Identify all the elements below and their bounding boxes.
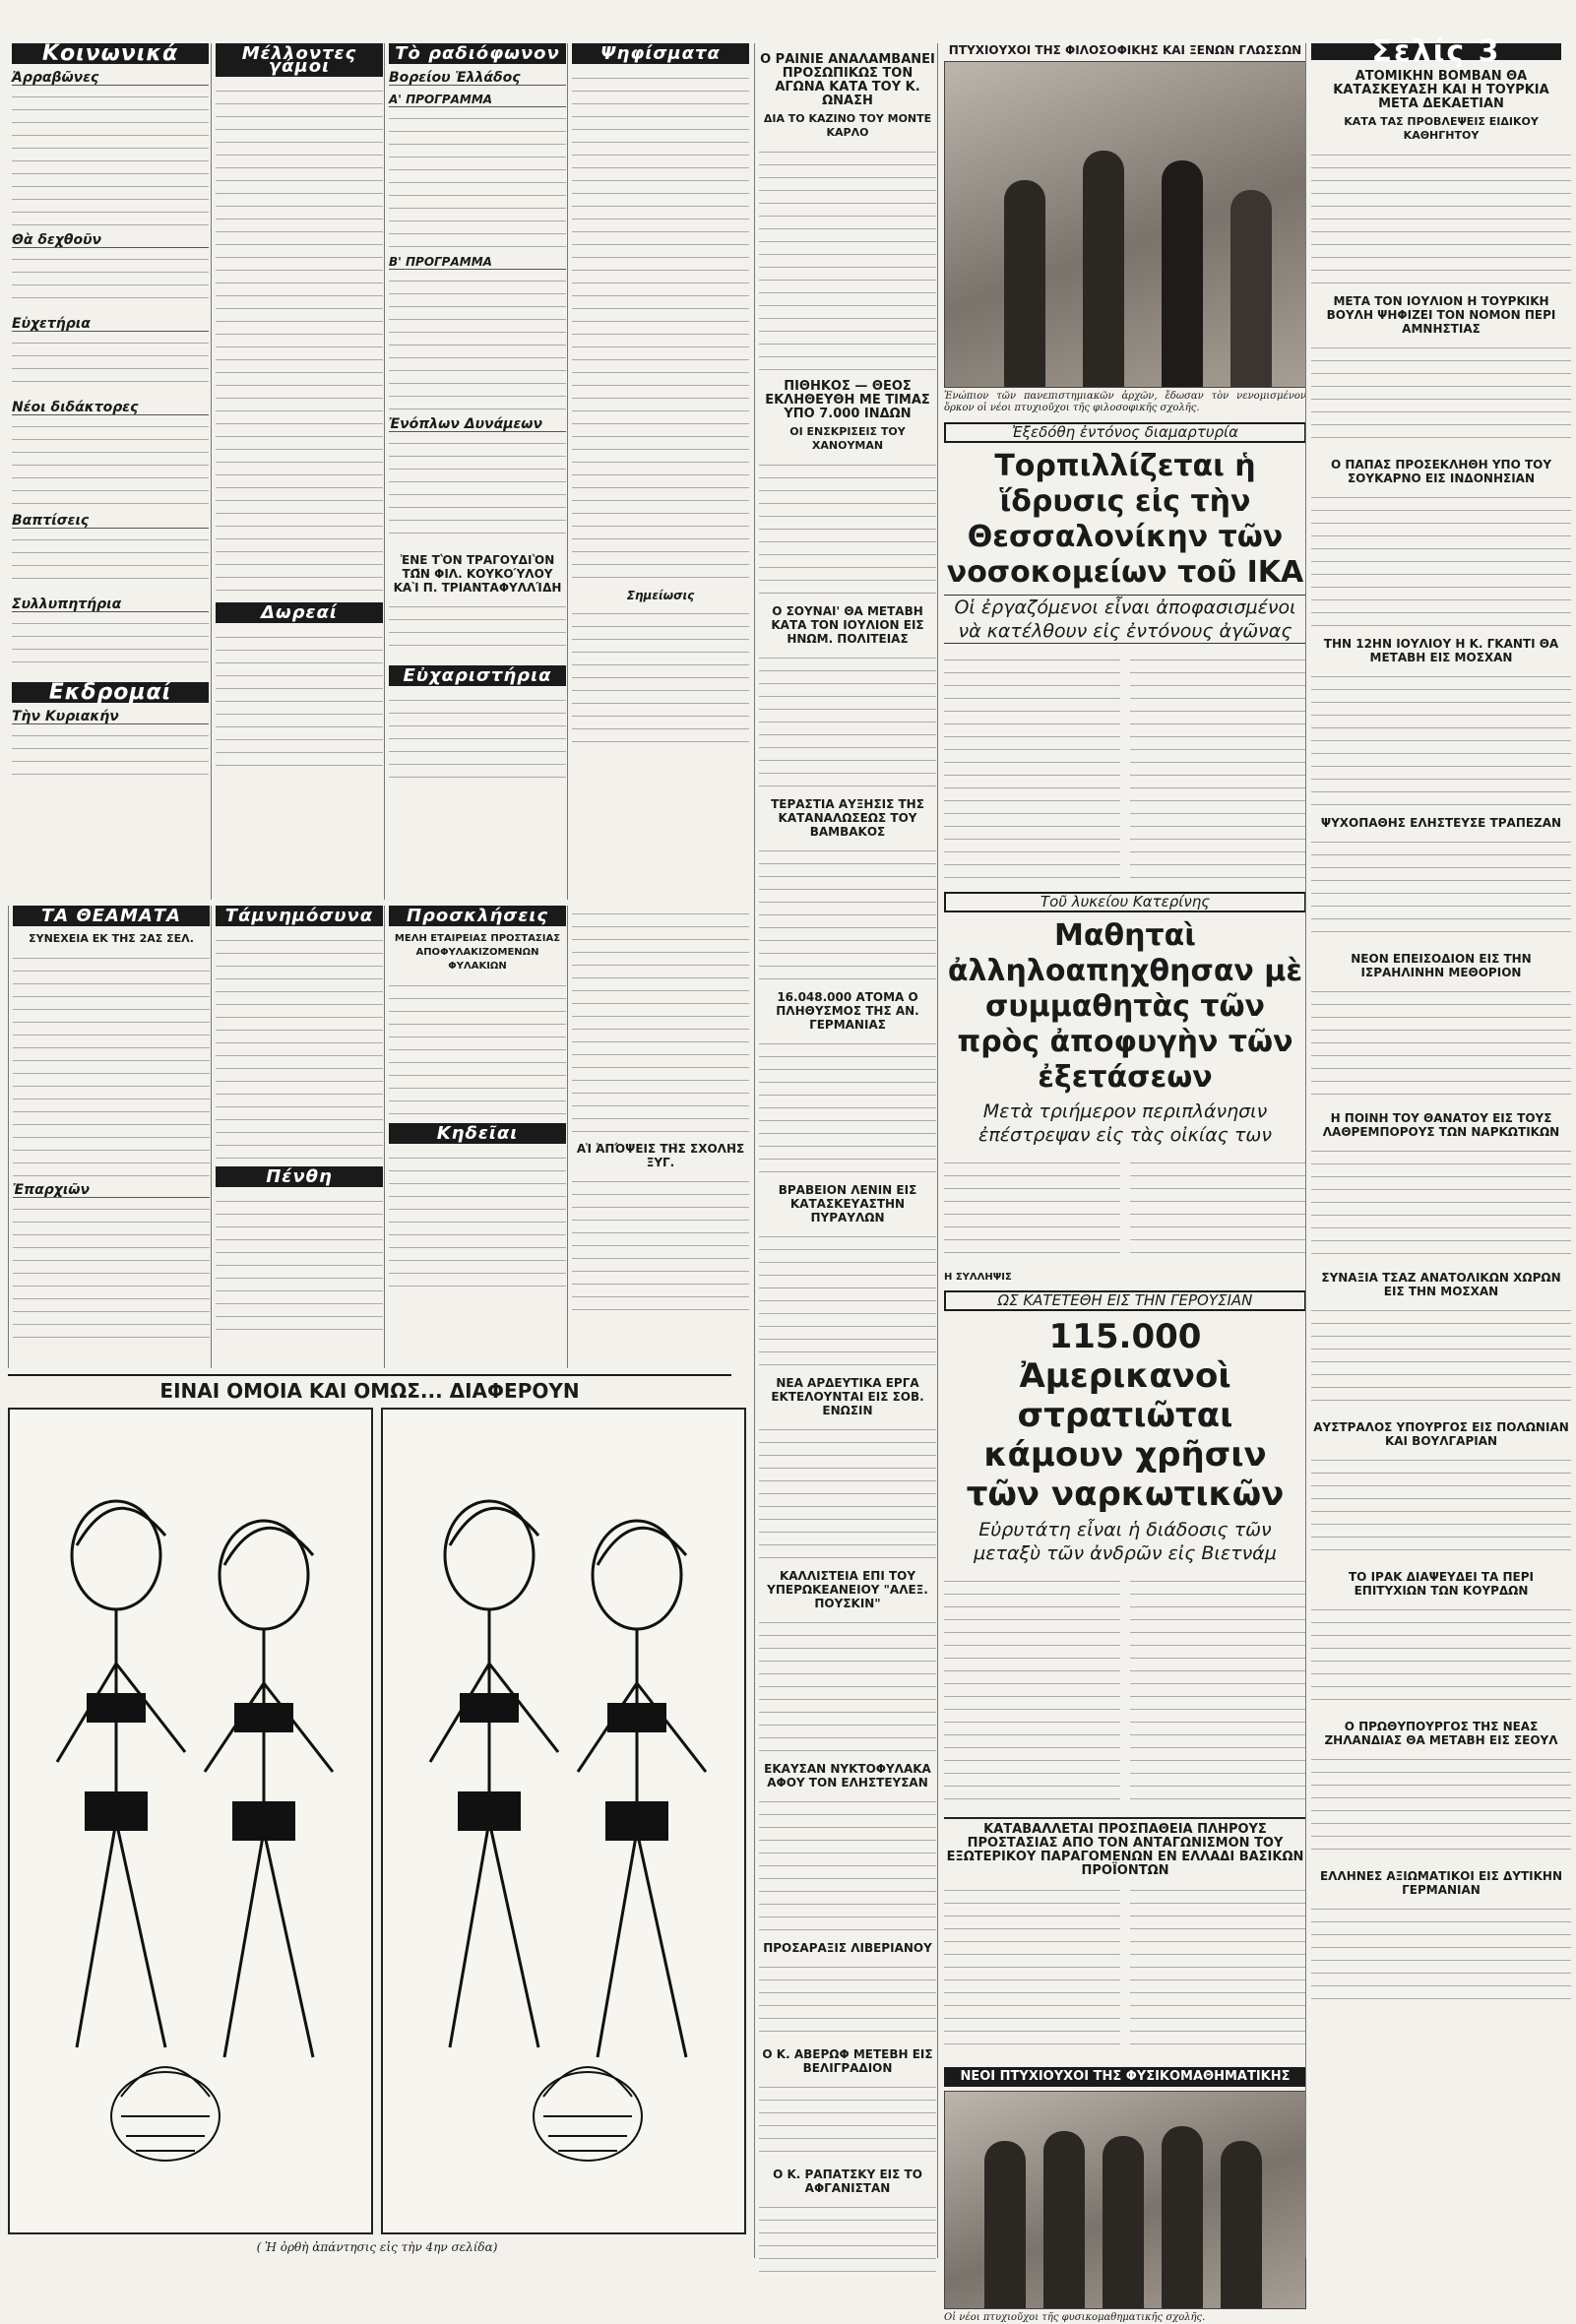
rapatsky-headline: Ο Κ. ΡΑΠΑΤΣΚΥ ΕΙΣ ΤΟ ΑΦΓΑΝΙΣΤΑΝ <box>773 2167 922 2195</box>
songs-text <box>389 598 566 658</box>
liberian-text <box>759 1959 936 2038</box>
senate-kicker: ΩΣ ΚΑΤΕΤΕΘΗ ΕΙΣ ΤΗΝ ΓΕΡΟΥΣΙΑΝ <box>944 1290 1306 1311</box>
cartoon-panel-left <box>8 1408 373 2234</box>
cartoon-caption: ( Ἡ ὀρθὴ ἀπάντησις εἰς τὴν 4ην σελίδα) <box>256 2240 498 2254</box>
wishes-text <box>12 335 209 394</box>
resolutions-banner: Ψηφίσματα <box>572 43 749 64</box>
sunday-text <box>12 727 209 786</box>
radio-program-a: Α' ΠΡΟΓΡΑΜΜΑ <box>389 94 566 107</box>
israel-border-headline: ΝΕΟΝ ΕΠΕΙΣΟΔΙΟΝ ΕΙΣ ΤΗΝ ΙΣΡΑΗΛΙΝΗΝ ΜΕΘΟΡΙΟΝ <box>1351 952 1532 979</box>
averof-text <box>759 2079 936 2158</box>
column-weddings <box>211 43 387 900</box>
memorials-banner: Τάμνημόσυνα <box>216 906 383 926</box>
memorials-text <box>216 932 383 1159</box>
narcotics-body <box>944 1573 1306 1807</box>
ika-headline: Τορπιλλίζεται ἡ ἵδρυσις εἰς τὴν Θεσσαλονίκην τῶν νοσοκομείων τοῦ ΙΚΑ <box>946 449 1304 590</box>
radio-armed-forces-text <box>389 435 566 543</box>
excursions-banner: Εκδρομαί <box>12 682 209 703</box>
condolences-heading: Συλλυπητήρια <box>12 598 209 612</box>
tea-meeting-text <box>1311 1302 1571 1411</box>
irrigation-text <box>759 1421 936 1559</box>
narcotics-subhead: Εὐρυτάτη εἶναι ἡ διάδοσις τῶν μεταξὺ τῶν ἀνδρῶν εἰς Βιετνάμ <box>974 1519 1277 1564</box>
australian-minister-text <box>1311 1452 1571 1560</box>
philosophy-photo-title: ΠΤΥΧΙΟΥΧΟΙ ΤΗΣ ΦΙΛΟΣΟΦΙΚΗΣ ΚΑΙ ΞΕΝΩΝ ΓΛΩΣΣΩΝ <box>948 43 1302 57</box>
lenin-prize-headline: ΒΡΑΒΕΙΟΝ ΛΕΝΙΝ ΕΙΣ ΚΑΤΑΣΚΕΥΑΣΤΗΝ ΠΥΡΑΥΛΩΝ <box>778 1183 917 1225</box>
katerini-kicker: Τοῦ λυκείου Κατερίνης <box>944 892 1306 912</box>
new-zealand-text <box>1311 1751 1571 1859</box>
officers-germany-headline: ΕΛΛΗΝΕΣ ΑΞΙΩΜΑΤΙΚΟΙ ΕΙΣ ΔΥΤΙΚΗΝ ΓΕΡΜΑΝΙΑΝ <box>1319 1869 1563 1897</box>
doctors-text <box>12 418 209 507</box>
amnesty-headline: ΜΕΤΑ ΤΟΝ ΙΟΥΛΙΟΝ Η ΤΟΥΡΚΙΚΗ ΒΟΥΛΗ ΨΗΦΙΖΕΙ ΤΟΝ ΝΟΜΟΝ ΠΕΡΙ ΑΜΝΗΣΤΙΑΣ <box>1326 294 1556 336</box>
population-headline: 16.048.000 ΑΤΟΜΑ Ο ΠΛΗΘΥΣΜΟΣ ΤΗΣ ΑΝ. ΓΕΡΜΑΝΙΑΣ <box>776 990 919 1032</box>
arrest-inline-heading: Η ΣΥΛΛΗΨΙΣ <box>944 1272 1012 1283</box>
mourning-text <box>216 1193 383 1331</box>
weddings-text <box>216 83 383 595</box>
rainier-headline: Ο ΡΑΙΝΙΕ ΑΝΑΛΑΜΒΑΝΕΙ ΠΡΟΣΩΠΙΚΩΣ ΤΟΝ ΑΓΩΝΑ ΚΑΤΑ ΤΟΥ Κ. ΩΝΑΣΗ <box>760 52 935 108</box>
condolences-text <box>12 615 209 674</box>
column-radio <box>384 43 570 900</box>
column-memorials <box>211 906 387 1368</box>
wishes-heading: Εὐχετήρια <box>12 318 209 332</box>
column-theatres <box>8 906 214 1368</box>
sunay-text <box>759 650 936 787</box>
katerini-headline: Μαθηταὶ ἀλληλοαπηχθησαν μὲ συμμαθητὰς τῶν πρὸς ἀποφυγὴν τῶν ἐξετάσεων <box>947 918 1303 1095</box>
pageant-headline: ΚΑΛΛΙΣΤΕΙΑ ΕΠΙ ΤΟΥ ΥΠΕΡΩΚΕΑΝΕΙΟΥ "ΑΛΕΞ. ΠΟΥΣΚΙΝ" <box>767 1569 928 1610</box>
invitations-banner: Προσκλήσεις <box>389 906 566 926</box>
ika-subhead: Οἱ ἐργαζόμενοι εἶναι ἀποφασισμένοι νὰ κατέλθουν εἰς ἐντόνους ἀγῶνας <box>944 595 1306 644</box>
funerals-banner: Κηδεῖαι <box>389 1123 566 1144</box>
receptions-text <box>12 251 209 310</box>
weddings-banner: Μέλλοντες γάμοι <box>216 43 383 77</box>
watchman-text <box>759 1793 936 1931</box>
bank-robbery-headline: ΨΥΧΟΠΑΘΗΣ ΕΛΗΣΤΕΥΣΕ ΤΡΑΠΕΖΑΝ <box>1320 816 1562 830</box>
radio-north-heading: Βορείου Ἑλλάδος <box>389 72 566 86</box>
column-invitations <box>384 906 570 1368</box>
cartoon-panels <box>8 1408 746 2234</box>
ika-kicker: Ἐξεδόθη ἐντόνος διαμαρτυρία <box>944 422 1306 443</box>
radio-banner: Τὸ ραδιόφωνον <box>389 43 566 64</box>
column-world-news <box>1305 34 1576 2258</box>
school-views-heading: ΑἹ ἈΠΌΨΕΙΣ ΤΗ͂Σ ΣΧΟΛΗ͂Σ ΞΥΓ. <box>576 1142 745 1169</box>
column-social <box>8 43 213 900</box>
radio-armed-forces: Ἐνόπλων Δυνάμεων <box>389 418 566 432</box>
column-main <box>937 43 1312 2323</box>
mourning-banner: Πένθη <box>216 1166 383 1187</box>
theatres-banner: ΤΑ ΘΕΑΜΑΤΑ <box>13 906 210 926</box>
note-heading: Σημείωσις <box>626 589 695 602</box>
engagements-text <box>12 89 209 226</box>
physmath-photo-title: ΝΕΟΙ ΠΤΥΧΙΟΥΧΟΙ ΤΗΣ ΦΥΣΙΚΟΜΑΘΗΜΑΤΙΚΗΣ <box>944 2067 1306 2087</box>
cartoon-panel-right <box>381 1408 746 2234</box>
monkey-god-subhead: ΟΙ ΕΝΣΚΡΙΣΕΙΣ ΤΟΥ ΧΑΝΟΥΜΑΝ <box>789 425 906 452</box>
rapatsky-text <box>759 2199 936 2278</box>
page-number-logo: Σελίς 3 <box>1311 43 1561 60</box>
israel-border-text <box>1311 983 1571 1101</box>
cotton-headline: ΤΕΡΑΣΤΙΑ ΑΥΞΗΣΙΣ ΤΗΣ ΚΑΤΑΝΑΛΩΣΕΩΣ ΤΟΥ ΒΑΜΒΑΚΟΣ <box>771 797 924 839</box>
turkey-bomb-headline: ΑΤΟΜΙΚΗΝ ΒΟΜΒΑΝ ΘΑ ΚΑΤΑΣΚΕΥΑΣΗ ΚΑΙ Η ΤΟΥΡΚΙΑ ΜΕΤΑ ΔΕΚΑΕΤΙΑΝ <box>1333 69 1549 111</box>
rainier-subhead: ΔΙΑ ΤΟ ΚΑΖΙΝΟ ΤΟΥ ΜΟΝΤΕ ΚΑΡΛΟ <box>763 112 932 139</box>
iraq-kurds-headline: ΤΟ ΙΡΑΚ ΔΙΑΨΕΥΔΕΙ ΤΑ ΠΕΡΙ ΕΠΙΤΥΧΙΩΝ ΤΩΝ ΚΟΥΡΔΩΝ <box>1349 1570 1534 1598</box>
population-text <box>759 1036 936 1173</box>
resolutions-cont-text <box>572 906 749 1132</box>
physmath-graduates-photo <box>944 2091 1306 2309</box>
tea-meeting-headline: ΣΥΝΑΞΙΑ ΤΣΑΖ ΑΝΑΤΟΛΙΚΩΝ ΧΩΡΩΝ ΕΙΣ ΤΗΝ ΜΟΣΧΑΝ <box>1321 1271 1561 1298</box>
note-text <box>572 605 749 743</box>
liberian-headline: ΠΡΟΣΑΡΑΞΙΣ ΛΙΒΕΡΙΑΝΟΥ <box>763 1941 932 1955</box>
gandhi-headline: ΤΗΝ 12ΗΝ ΙΟΥΛΙΟΥ Η Κ. ΓΚΑΝΤΙ ΘΑ ΜΕΤΑΒΗ ΕΙΣ ΜΟΣΧΑΝ <box>1323 637 1559 664</box>
protection-headline: ΚΑΤΑΒΑΛΛΕΤΑΙ ΠΡΟΣΠΑΘΕΙΑ ΠΛΗΡΟΥΣ ΠΡΟΣΤΑΣΙΑΣ ΑΠΟ ΤΟΝ ΑΝΤΑΓΩΝΙΣΜΟΝ ΤΟΥ ΕΞΩΤΕΡΙΚΟΥ ΠΑΡΑΓΟΜΕΝΩΝ ΕΝ ΕΛΛΑΔΙ ΒΑΣΙΚΩΝ ΠΡΟΪΟΝΤΩΝ <box>944 1817 1306 1878</box>
amnesty-text <box>1311 340 1571 448</box>
monkey-god-headline: ΠΙΘΗΚΟΣ — ΘΕΟΣ ΕΚΛΗΘΕΥΘΗ ΜΕ ΤΙΜΑΣ ΥΠΟ 7.000 ΙΝΔΩΝ <box>765 379 930 421</box>
cotton-text <box>759 843 936 980</box>
resolutions-text <box>572 70 749 582</box>
physmath-photo-caption: Οἱ νέοι πτυχιοῦχοι τῆς φυσικομαθηματικῆς σχολῆς. <box>944 2312 1206 2323</box>
death-penalty-text <box>1311 1143 1571 1261</box>
doctors-heading: Νέοι διδάκτορες <box>12 402 209 415</box>
thanks-banner: Εὐχαριστήρια <box>389 665 566 686</box>
watchman-headline: ΕΚΑΥΣΑΝ ΝΥΚΤΟΦΥΛΑΚΑ ΑΦΟΥ ΤΟΝ ΕΛΗΣΤΕΥΣΑΝ <box>764 1762 931 1790</box>
radio-program-b: Β' ΠΡΟΓΡΑΜΜΑ <box>389 256 566 270</box>
ika-body <box>944 652 1306 886</box>
theatres-text <box>13 950 210 1176</box>
irrigation-headline: ΝΕΑ ΑΡΔΕΥΤΙΚΑ ΕΡΓΑ ΕΚΤΕΛΟΥΝΤΑΙ ΕΙΣ ΣΟΒ. ΕΝΩΣΙΝ <box>771 1376 924 1417</box>
baptisms-text <box>12 532 209 591</box>
katerini-body <box>944 1155 1306 1271</box>
bank-robbery-text <box>1311 834 1571 942</box>
narcotics-headline: 115.000 Ἀμερικανοὶ στρατιῶται κάμουν χρῆσιν τῶν ναρκωτικῶν <box>966 1317 1285 1514</box>
lenin-prize-text <box>759 1228 936 1366</box>
funerals-text <box>389 1150 566 1288</box>
death-penalty-headline: Η ΠΟΙΝΗ ΤΟΥ ΘΑΝΑΤΟΥ ΕΙΣ ΤΟΥΣ ΛΑΘΡΕΜΠΟΡΟΥΣ ΤΩΝ ΝΑΡΚΩΤΙΚΩΝ <box>1322 1111 1560 1139</box>
school-views-text <box>572 1173 749 1311</box>
engagements-heading: Ἀρραβῶνες <box>12 72 209 86</box>
songs-heading: ἘΝΕ ΤῸΝ ΤΡΑΓΟΥΔΙῸΝ ΤΩ͂Ν ΦΙΛ. ΚΟΥΚΟΎΛΟΥ ΚΑῚ Π. ΤΡΙΑΝΤΑΦΥΛΛΊΔΗ <box>393 553 562 595</box>
column-resolutions-cont <box>567 906 753 1368</box>
cartoon-title: ΕΙΝΑΙ ΟΜΟΙΑ ΚΑΙ ΟΜΩΣ... ΔΙΑΦΕΡΟΥΝ <box>8 1374 731 1403</box>
australian-minister-headline: ΑΥΣΤΡΑΛΟΣ ΥΠΟΥΡΓΟΣ ΕΙΣ ΠΟΛΩΝΙΑΝ ΚΑΙ ΒΟΥΛΓΑΡΙΑΝ <box>1313 1420 1569 1448</box>
philosophy-photo-caption: Ἐνώπιον τῶν πανεπιστημιακῶν ἀρχῶν, ἔδωσαν τὸν νενομισμένον ὅρκον οἱ νέοι πτυχιοῦχοι τῆς φιλοσοφικῆς σχολῆς. <box>944 391 1306 413</box>
provinces-heading: Ἐπαρχιῶν <box>13 1184 210 1198</box>
provinces-text <box>13 1201 210 1339</box>
sunday-heading: Τὴν Κυριακήν <box>12 711 209 724</box>
donations-text <box>216 629 383 767</box>
iraq-kurds-text <box>1311 1602 1571 1710</box>
sunay-headline: Ο ΣΟΥΝΑΙ' ΘΑ ΜΕΤΑΒΗ ΚΑΤΑ ΤΟΝ ΙΟΥΛΙΟΝ ΕΙΣ ΗΝΩΜ. ΠΟΛΙΤΕΙΑΣ <box>771 604 924 646</box>
pope-text <box>1311 489 1571 627</box>
protection-body <box>944 1882 1306 2057</box>
baptisms-heading: Βαπτίσεις <box>12 515 209 529</box>
officers-germany-text <box>1311 1901 1571 2009</box>
social-banner: Κοινωνικά <box>12 43 209 64</box>
turkey-bomb-text <box>1311 147 1571 284</box>
radio-program-a-text <box>389 110 566 248</box>
invitations-subhead: ΜΕΛΗ ΕΤΑΙΡΕΙΑΣ ΠΡΟΣΤΑΣΙΑΣ ΑΠΟΦΥΛΑΚΙΖΟΜΕΝΩΝ ΦΥΛΑΚΙΩΝ <box>394 933 561 972</box>
averof-headline: Ο Κ. ΑΒΕΡΩΦ ΜΕΤΕΒΗ ΕΙΣ ΒΕΛΙΓΡΑΔΙΟΝ <box>762 2047 933 2075</box>
turkey-bomb-subhead: ΚΑΤΑ ΤΑΣ ΠΡΟΒΛΕΨΕΙΣ ΕΙΔΙΚΟΥ ΚΑΘΗΓΗΤΟΥ <box>1344 115 1539 142</box>
new-zealand-headline: Ο ΠΡΩΘΥΠΟΥΡΓΟΣ ΤΗΣ ΝΕΑΣ ΖΗΛΑΝΔΙΑΣ ΘΑ ΜΕΤΑΒΗ ΕΙΣ ΣΕΟΥΛ <box>1324 1720 1558 1747</box>
theatres-continued: ΣΥΝΕΧΕΙΑ ΕΚ ΤΗΣ 2ΑΣ ΣΕΛ. <box>29 932 194 945</box>
philosophy-graduates-photo <box>944 61 1306 388</box>
column-news-a <box>754 43 940 2258</box>
donations-banner: Δωρεαί <box>216 602 383 623</box>
gandhi-text <box>1311 668 1571 806</box>
rainier-text <box>759 144 936 370</box>
receptions-heading: Θὰ δεχθοῦν <box>12 234 209 248</box>
radio-program-b-text <box>389 273 566 410</box>
monkey-god-text <box>759 457 936 595</box>
invitations-text <box>389 977 566 1115</box>
column-resolutions <box>567 43 753 900</box>
pope-headline: Ο ΠΑΠΑΣ ΠΡΟΣΕΚΛΗΘΗ ΥΠΟ ΤΟΥ ΣΟΥΚΑΡΝΟ ΕΙΣ ΙΝΔΟΝΗΣΙΑΝ <box>1330 458 1552 485</box>
thanks-text <box>389 692 566 781</box>
katerini-subhead: Μετὰ τριήμερον περιπλάνησιν ἐπέστρεψαν εἰς τὰς οἰκίας των <box>978 1100 1272 1146</box>
pageant-text <box>759 1614 936 1752</box>
